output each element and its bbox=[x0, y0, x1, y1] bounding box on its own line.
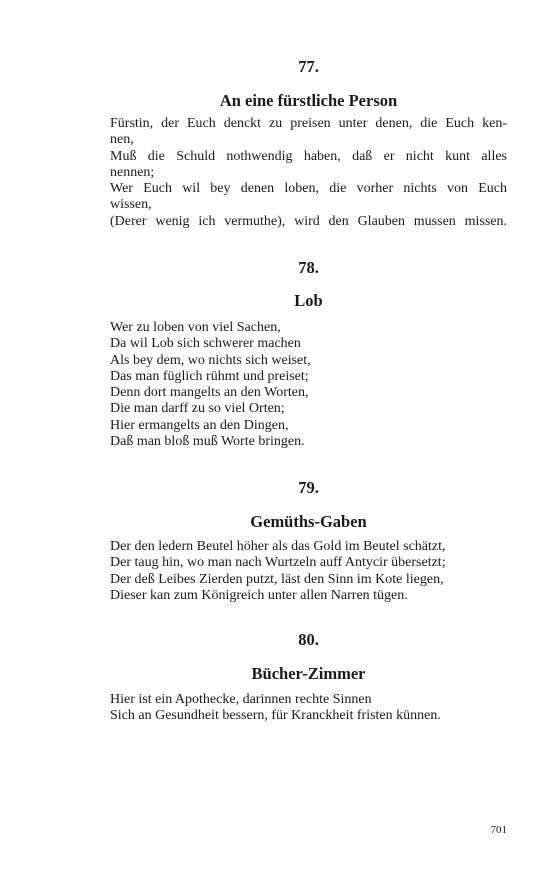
poem-title: Bücher-Zimmer bbox=[251, 664, 366, 683]
poem-line: Denn dort mangelts an den Worten, bbox=[110, 385, 309, 401]
poem-line: nen, bbox=[110, 132, 134, 148]
poem-line: Dieser kan zum Königreich unter allen Narren tügen. bbox=[110, 587, 408, 603]
poem-80 bbox=[110, 630, 507, 725]
poem-line: Da wil Lob sich schwerer machen bbox=[110, 336, 301, 352]
poem-77 bbox=[110, 57, 507, 230]
poem-line: Daß man bloß muß Worte bringen. bbox=[110, 434, 305, 450]
poem-line: Fürstin, der Euch denckt zu preisen unter denen, die Euch ken- bbox=[110, 116, 507, 131]
poem-line: nennen; bbox=[110, 164, 155, 180]
poem-number: 79. bbox=[298, 478, 319, 497]
page-number: 701 bbox=[490, 824, 507, 836]
poem-line: Als bey dem, wo nichts sich weiset, bbox=[110, 352, 311, 368]
poem-lines bbox=[110, 320, 507, 450]
poem-line: Der taug hin, wo man nach Wurtzeln auff Antycir übersetzt; bbox=[110, 555, 446, 571]
poem-line: Sich an Gesundheit bessern, für Kranckheit fristen künnen. bbox=[110, 708, 441, 724]
poem-lines bbox=[110, 539, 507, 604]
poem-line: Das man füglich rühmt und preiset; bbox=[110, 368, 309, 384]
poem-line: Die man darff zu so viel Orten; bbox=[110, 401, 285, 417]
poem-line: Der deß Leibes Zierden putzt, läst den Sinn im Kote liegen, bbox=[110, 571, 444, 587]
poem-78 bbox=[110, 258, 507, 450]
poem-title: Lob bbox=[294, 291, 323, 310]
poem-line: Der den ledern Beutel höher als das Gold im Beutel schätzt, bbox=[110, 539, 446, 554]
poem-lines bbox=[110, 116, 507, 230]
poem-number: 80. bbox=[298, 630, 319, 649]
poem-line: Wer zu loben von viel Sachen, bbox=[110, 320, 281, 335]
poem-79 bbox=[110, 478, 507, 604]
poem-title: An eine fürstliche Person bbox=[219, 91, 398, 110]
poem-title: Gemüths-Gaben bbox=[250, 512, 367, 531]
poem-line: Hier ermangelts an den Dingen, bbox=[110, 417, 289, 433]
poem-line: Muß die Schuld nothwendig haben, daß er nicht kunt alles bbox=[110, 148, 507, 164]
poem-number: 78. bbox=[298, 258, 319, 277]
poem-line: Hier ist ein Apothecke, darinnen rechte Sinnen bbox=[110, 692, 372, 707]
poem-line: wissen, bbox=[110, 197, 152, 213]
page-body bbox=[110, 0, 507, 880]
poem-lines bbox=[110, 692, 507, 725]
poem-number: 77. bbox=[298, 57, 319, 76]
poem-line: Wer Euch wil bey denen loben, die vorher nichts von Euch bbox=[110, 181, 507, 197]
poem-line: (Derer wenig ich vermuthe), wird den Glauben mussen missen. bbox=[110, 213, 507, 229]
